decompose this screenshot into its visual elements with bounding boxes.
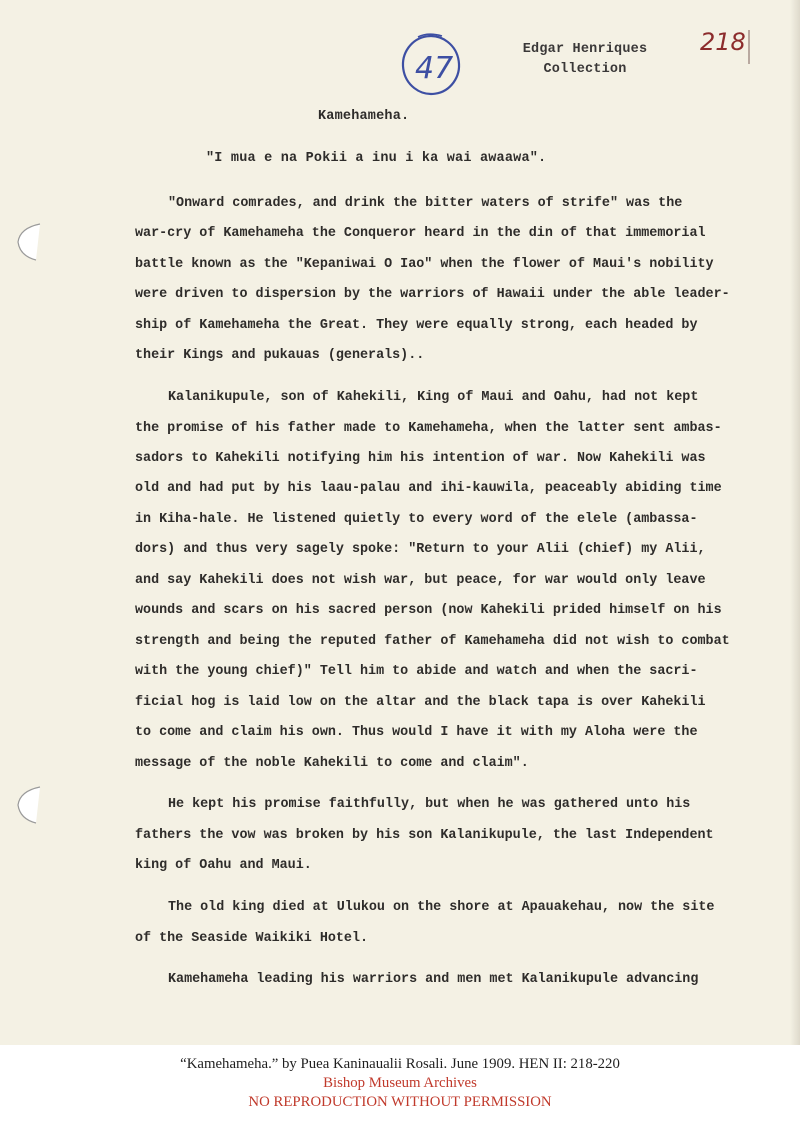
text-line: The old king died at Ulukou on the shore at Apauakehau, now the site <box>168 900 715 915</box>
text-line: to come and claim his own. Thus would I have it with my Aloha were the <box>135 725 698 740</box>
text-line: Kamehameha leading his warriors and men met Kalanikupule advancing <box>168 972 699 987</box>
text-line: war-cry of Kamehameha the Conqueror heard in the din of that immemorial <box>135 226 706 241</box>
page-number: 218 <box>700 28 746 56</box>
text-line: king of Oahu and Maui. <box>135 858 312 873</box>
stamp-number: 47 <box>415 51 454 86</box>
hole-punch-mark <box>12 220 42 262</box>
text-line: ship of Kamehameha the Great. They were equally strong, each headed by <box>135 318 698 333</box>
circled-number-stamp <box>398 28 464 98</box>
text-line: sadors to Kahekili notifying him his intention of war. Now Kahekili was <box>135 451 706 466</box>
text-line: old and had put by his laau-palau and ihi-kauwila, peaceably abiding time <box>135 481 722 496</box>
text-line: strength and being the reputed father of Kamehameha did not wish to combat <box>135 634 730 649</box>
text-line: message of the noble Kahekili to come and claim". <box>135 756 529 771</box>
reproduction-notice: NO REPRODUCTION WITHOUT PERMISSION <box>248 1094 552 1110</box>
collection-label <box>505 40 665 80</box>
text-line: ficial hog is laid low on the altar and the black tapa is over Kahekili <box>135 695 706 710</box>
text-line: dors) and thus very sagely spoke: "Return to your Alii (chief) my Alii, <box>135 542 706 557</box>
text-line: fathers the vow was broken by his son Kalanikupule, the last Independent <box>135 828 714 843</box>
hole-punch-mark <box>12 783 42 825</box>
text-line: in Kiha-hale. He listened quietly to every word of the elele (ambassa- <box>135 512 698 527</box>
text-line: with the young chief)" Tell him to abide and watch and when the sacri- <box>135 664 698 679</box>
text-line: "Onward comrades, and drink the bitter waters of strife" was the <box>168 196 683 211</box>
archive-name: Bishop Museum Archives <box>323 1075 477 1091</box>
text-line: and say Kahekili does not wish war, but peace, for war would only leave <box>135 573 706 588</box>
text-line: Kalanikupule, son of Kahekili, King of Maui and Oahu, had not kept <box>168 390 699 405</box>
page-number-mark <box>748 30 750 64</box>
text-line: of the Seaside Waikiki Hotel. <box>135 931 369 946</box>
collection-name: Edgar Henriques <box>522 42 648 57</box>
text-line: were driven to dispersion by the warriors of Hawaii under the able leader- <box>135 287 730 302</box>
text-line: wounds and scars on his sacred person (now Kahekili prided himself on his <box>135 603 722 618</box>
citation-line: “Kamehameha.” by Puea Kaninaualii Rosali. June 1909. HEN II: 218-220 <box>180 1056 620 1072</box>
hawaiian-motto: "I mua e na Pokii a inu i ka wai awaawa". <box>206 151 547 166</box>
collection-word: Collection <box>543 62 627 77</box>
document-title: Kamehameha. <box>318 109 410 124</box>
archive-footer <box>0 1055 800 1112</box>
text-line: battle known as the "Kepaniwai O Iao" when the flower of Maui's nobility <box>135 257 714 272</box>
text-line: He kept his promise faithfully, but when he was gathered unto his <box>168 797 691 812</box>
text-line: the promise of his father made to Kamehameha, when the latter sent ambas- <box>135 421 722 436</box>
text-line: their Kings and pukauas (generals).. <box>135 348 425 363</box>
